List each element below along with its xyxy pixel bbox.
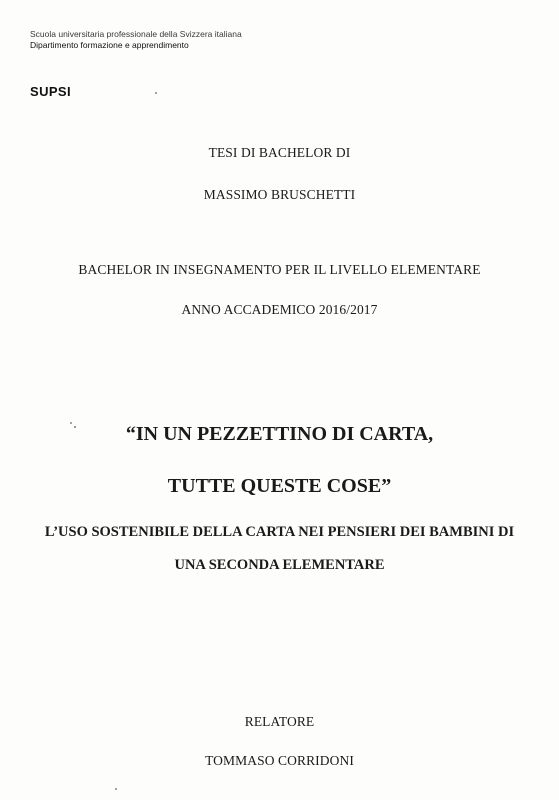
institution-header <box>30 29 242 51</box>
scan-speck <box>115 788 117 790</box>
thesis-subtitle-line1: L’USO SOSTENIBILE DELLA CARTA NEI PENSIERI DEI BAMBINI DI <box>44 524 515 540</box>
school-name: Scuola universitaria professionale della Svizzera italiana <box>30 29 242 39</box>
scan-speck <box>70 422 72 424</box>
scan-speck <box>155 92 157 94</box>
degree-program: BACHELOR IN INSEGNAMENTO PER IL LIVELLO ELEMENTARE <box>78 262 481 277</box>
thesis-title-line1: “IN UN PEZZETTINO DI CARTA, <box>125 423 434 445</box>
thesis-subtitle-line2: UNA SECONDA ELEMENTARE <box>174 557 385 573</box>
author-name: MASSIMO BRUSCHETTI <box>203 187 356 202</box>
advisor-name: TOMMASO CORRIDONI <box>205 753 354 768</box>
supsi-logo: SUPSI <box>30 84 72 99</box>
thesis-label: TESI DI BACHELOR DI <box>208 145 351 160</box>
department-name: Dipartimento formazione e apprendimento <box>30 40 189 50</box>
scan-speck <box>74 426 76 428</box>
advisor-label: RELATORE <box>244 714 315 729</box>
thesis-title-line2: TUTTE QUESTE COSE” <box>167 475 392 497</box>
academic-year: ANNO ACCADEMICO 2016/2017 <box>181 302 378 317</box>
